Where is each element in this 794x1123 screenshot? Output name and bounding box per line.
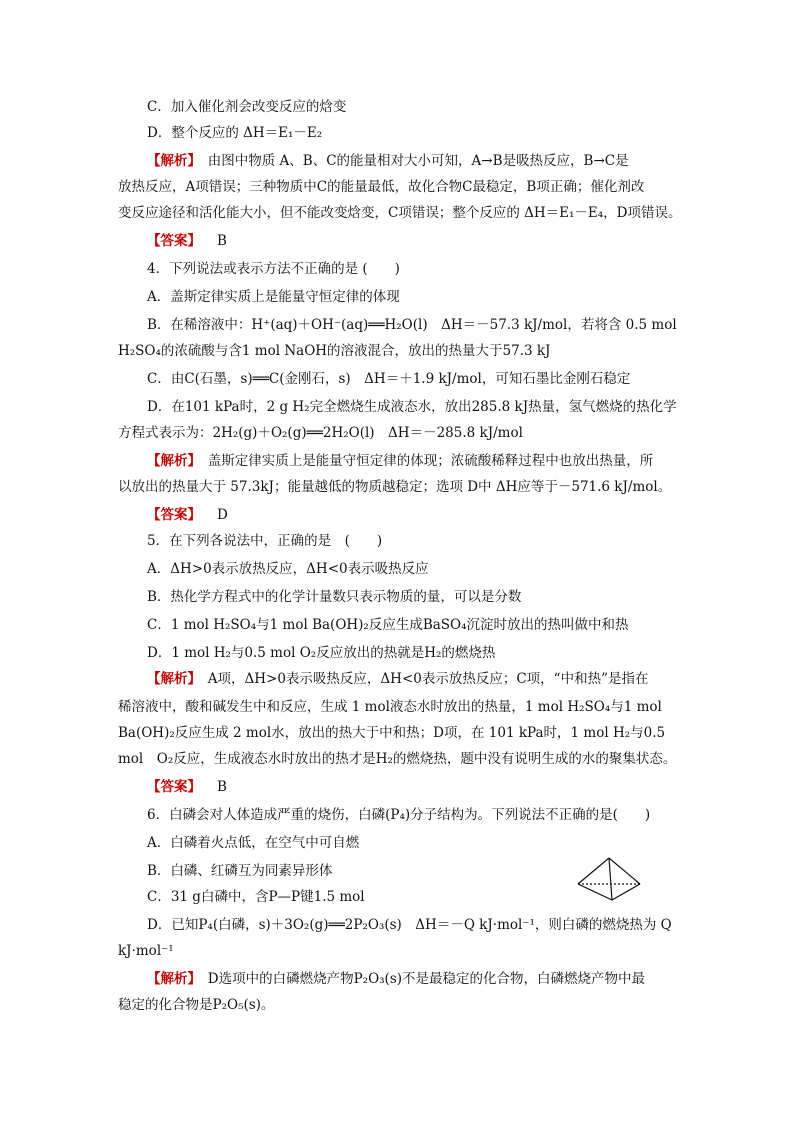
- option-line: [147, 916, 677, 934]
- answer-label: 【答案】: [147, 779, 201, 795]
- analysis-line: [118, 178, 648, 196]
- analysis-line: [147, 970, 677, 988]
- analysis-line: [118, 204, 682, 222]
- answer-value: D: [217, 507, 228, 523]
- answer-line: [147, 778, 677, 796]
- line-text: C．由C(石墨，s)══C(金刚石，s) ΔH＝＋1.9 kJ/mol，可知石墨比金刚石稳定: [147, 371, 631, 387]
- option-line: [147, 644, 677, 662]
- line-text: D选项中的白磷燃烧产物P₂O₃(s)不是最稳定的化合物，白磷燃烧产物中最: [194, 971, 646, 987]
- answer-label: 【答案】: [147, 233, 201, 249]
- analysis-line: [118, 724, 666, 742]
- line-text: 由图中物质 A、B、C的能量相对大小可知，A→B是吸热反应，B→C是: [194, 153, 629, 169]
- line-text: B．在稀溶液中：H⁺(aq)＋OH⁻(aq)══H₂O(l) ΔH＝－57.3 kJ/mol，若将含 0.5 mol: [147, 317, 677, 333]
- analysis-label: 【解析】: [147, 453, 195, 469]
- option-line: [147, 398, 677, 416]
- option-line: [147, 370, 677, 388]
- line-text: 5．在下列各说法中，正确的是 ( ): [147, 533, 383, 549]
- line-text: 变反应途径和活化能大小，但不能改变焓变，C项错误；整个反应的 ΔH＝E₁－E₄，D项错误。: [118, 205, 682, 221]
- analysis-label: 【解析】: [147, 671, 195, 687]
- question-line: [147, 532, 677, 550]
- answer-value: B: [217, 779, 227, 795]
- line-text: A．盖斯定律实质上是能量守恒定律的体现: [147, 289, 400, 305]
- analysis-line: [147, 452, 677, 470]
- line-text: 稀溶液中，酸和碱发生中和反应，生成 1 mol液态水时放出的热量，1 mol H₂SO₄与1 mol: [118, 699, 662, 715]
- answer-line: [147, 506, 677, 524]
- option-line: [147, 616, 677, 634]
- line-text: D．已知P₄(白磷，s)＋3O₂(g)══2P₂O₃(s) ΔH＝－Q kJ·mol⁻¹，则白磷的燃烧热为 Q: [147, 917, 672, 933]
- analysis-line: [118, 750, 677, 768]
- line-text: H₂SO₄的浓硫酸与含1 mol NaOH的溶液混合，放出的热量大于57.3 kJ: [118, 343, 551, 359]
- p-p-bond: [612, 884, 640, 900]
- line-text: 放热反应，A项错误；三种物质中C的能量最低，故化合物C最稳定，B项正确；催化剂改: [118, 179, 645, 195]
- p-p-bond: [609, 858, 640, 884]
- option-line: [147, 288, 677, 306]
- line-text: mol O₂反应，生成液态水时放出的热才是H₂的燃烧热，题中没有说明生成的水的聚集状态。: [118, 751, 677, 767]
- line-text: 以放出的热量大于 57.3kJ；能量越低的物质越稳定；选项 D中 ΔH应等于－571.6 kJ/mol。: [118, 479, 672, 495]
- option-line: [147, 560, 677, 578]
- analysis-label: 【解析】: [147, 971, 195, 987]
- analysis-line: [147, 670, 677, 688]
- line-text: 6．白磷会对人体造成严重的烧伤，白磷(P₄)分子结构为。下列说法不正确的是( ): [147, 807, 651, 823]
- answer-value: B: [217, 233, 227, 249]
- option-line: [118, 942, 648, 960]
- p-p-bond: [609, 858, 612, 900]
- analysis-line: [147, 152, 677, 170]
- line-text: A．ΔH>0表示放热反应，ΔH<0表示吸热反应: [147, 561, 429, 577]
- line-text: D．在101 kPa时，2 g H₂完全燃烧生成液态水，放出285.8 kJ热量，氢气燃烧的热化学: [147, 399, 677, 415]
- option-line: [147, 588, 677, 606]
- line-text: A项，ΔH>0表示吸热反应，ΔH<0表示放热反应；C项，“中和热”是指在: [194, 671, 649, 687]
- p-p-bond: [578, 884, 612, 900]
- p-p-bond: [578, 858, 609, 884]
- line-text: A．白磷着火点低，在空气中可自燃: [147, 835, 360, 851]
- option-line: [147, 98, 677, 116]
- option-line: [118, 424, 648, 442]
- line-text: B．白磷、红磷互为同素异形体: [147, 863, 333, 879]
- line-text: B．热化学方程式中的化学计量数只表示物质的量，可以是分数: [147, 589, 522, 605]
- line-text: C．31 g白磷中，含P—P键1.5 mol: [147, 889, 365, 905]
- line-text: Ba(OH)₂反应生成 2 mol水，放出的热大于中和热；D项，在 101 kPa时，1 mol H₂与0.5: [118, 725, 666, 741]
- analysis-line: [118, 478, 672, 496]
- analysis-label: 【解析】: [147, 153, 195, 169]
- white-phosphorus-structure-diagram: [576, 856, 642, 902]
- line-text: 稳定的化合物是P₂O₅(s)。: [118, 997, 275, 1013]
- line-text: 盖斯定律实质上是能量守恒定律的体现；浓硫酸稀释过程中也放出热量，所: [194, 453, 654, 469]
- line-text: D．1 mol H₂与0.5 mol O₂反应放出的热就是H₂的燃烧热: [147, 645, 496, 661]
- question-line: [147, 260, 677, 278]
- line-text: 方程式表示为：2H₂(g)＋O₂(g)══2H₂O(l) ΔH＝－285.8 kJ/mol: [118, 425, 523, 441]
- line-text: 4．下列说法或表示方法不正确的是 ( ): [147, 261, 400, 277]
- answer-line: [147, 232, 677, 250]
- analysis-line: [118, 698, 662, 716]
- line-text: D．整个反应的 ΔH＝E₁－E₂: [147, 125, 323, 141]
- line-text: kJ·mol⁻¹: [118, 943, 174, 959]
- option-line: [147, 834, 677, 852]
- option-line: [147, 124, 677, 142]
- line-text: C．1 mol H₂SO₄与1 mol Ba(OH)₂反应生成BaSO₄沉淀时放出的热叫做中和热: [147, 617, 629, 633]
- option-line: [118, 342, 648, 360]
- line-text: C．加入催化剂会改变反应的焓变: [147, 99, 347, 115]
- answer-label: 【答案】: [147, 507, 201, 523]
- option-line: [147, 316, 677, 334]
- question-line: [147, 806, 677, 824]
- analysis-line: [118, 996, 648, 1014]
